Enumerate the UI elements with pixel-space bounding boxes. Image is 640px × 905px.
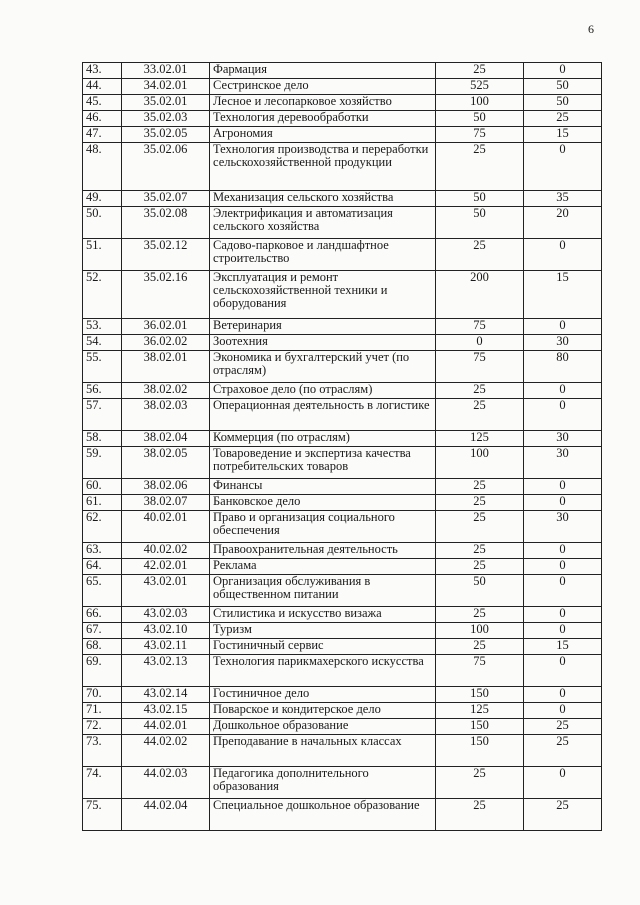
value-1: 100	[436, 95, 524, 111]
value-1: 50	[436, 191, 524, 207]
value-1: 25	[436, 383, 524, 399]
value-2: 80	[524, 351, 602, 383]
specialty-name: Агрономия	[210, 127, 436, 143]
specialty-name: Технология парикмахерского искусства	[210, 655, 436, 687]
value-2: 35	[524, 191, 602, 207]
value-2: 50	[524, 95, 602, 111]
row-number: 47.	[83, 127, 122, 143]
value-1: 75	[436, 351, 524, 383]
row-number: 45.	[83, 95, 122, 111]
specialty-code: 43.02.13	[122, 655, 210, 687]
table-row	[83, 271, 602, 319]
row-number: 55.	[83, 351, 122, 383]
row-number: 71.	[83, 703, 122, 719]
value-2: 0	[524, 543, 602, 559]
specialty-name: Право и организация социального обеспечения	[210, 511, 436, 543]
table-row	[83, 447, 602, 479]
value-2: 20	[524, 207, 602, 239]
specialty-name: Садово-парковое и ландшафтное строительство	[210, 239, 436, 271]
value-2: 15	[524, 127, 602, 143]
value-2: 15	[524, 271, 602, 319]
table-row	[83, 143, 602, 191]
value-1: 25	[436, 143, 524, 191]
table-row	[83, 767, 602, 799]
specialty-name: Правоохранительная деятельность	[210, 543, 436, 559]
value-2: 0	[524, 319, 602, 335]
row-number: 70.	[83, 687, 122, 703]
specialty-code: 44.02.03	[122, 767, 210, 799]
value-1: 25	[436, 639, 524, 655]
specialty-name: Технология деревообработки	[210, 111, 436, 127]
value-1: 125	[436, 431, 524, 447]
table-row	[83, 191, 602, 207]
row-number: 62.	[83, 511, 122, 543]
value-2: 15	[524, 639, 602, 655]
value-1: 75	[436, 655, 524, 687]
value-1: 25	[436, 239, 524, 271]
specialty-name: Фармация	[210, 63, 436, 79]
value-1: 25	[436, 543, 524, 559]
table-row	[83, 559, 602, 575]
row-number: 63.	[83, 543, 122, 559]
specialty-code: 38.02.05	[122, 447, 210, 479]
row-number: 59.	[83, 447, 122, 479]
specialty-name: Гостиничное дело	[210, 687, 436, 703]
row-number: 66.	[83, 607, 122, 623]
value-2: 0	[524, 399, 602, 431]
value-1: 150	[436, 687, 524, 703]
value-1: 75	[436, 319, 524, 335]
table-body	[83, 63, 602, 831]
table-row	[83, 623, 602, 639]
specialty-code: 44.02.01	[122, 719, 210, 735]
row-number: 67.	[83, 623, 122, 639]
value-1: 25	[436, 479, 524, 495]
specialty-name: Преподавание в начальных классах	[210, 735, 436, 767]
value-1: 25	[436, 559, 524, 575]
specialty-name: Эксплуатация и ремонт сельскохозяйственной техники и оборудования	[210, 271, 436, 319]
table-row	[83, 607, 602, 623]
specialty-name: Товароведение и экспертиза качества потребительских товаров	[210, 447, 436, 479]
value-1: 25	[436, 607, 524, 623]
value-2: 0	[524, 383, 602, 399]
row-number: 52.	[83, 271, 122, 319]
specialty-name: Операционная деятельность в логистике	[210, 399, 436, 431]
value-1: 100	[436, 447, 524, 479]
table-row	[83, 351, 602, 383]
row-number: 64.	[83, 559, 122, 575]
value-2: 30	[524, 447, 602, 479]
specialty-code: 44.02.02	[122, 735, 210, 767]
table-row	[83, 511, 602, 543]
value-1: 25	[436, 799, 524, 831]
specialty-name: Поварское и кондитерское дело	[210, 703, 436, 719]
specialty-code: 38.02.06	[122, 479, 210, 495]
row-number: 57.	[83, 399, 122, 431]
row-number: 43.	[83, 63, 122, 79]
row-number: 51.	[83, 239, 122, 271]
specialty-code: 38.02.03	[122, 399, 210, 431]
specialty-name: Лесное и лесопарковое хозяйство	[210, 95, 436, 111]
specialty-name: Гостиничный сервис	[210, 639, 436, 655]
specialty-code: 34.02.01	[122, 79, 210, 95]
row-number: 72.	[83, 719, 122, 735]
row-number: 44.	[83, 79, 122, 95]
specialty-code: 35.02.16	[122, 271, 210, 319]
value-1: 200	[436, 271, 524, 319]
table-row	[83, 399, 602, 431]
specialty-name: Ветеринария	[210, 319, 436, 335]
specialty-code: 33.02.01	[122, 63, 210, 79]
value-1: 25	[436, 63, 524, 79]
value-1: 525	[436, 79, 524, 95]
value-2: 0	[524, 607, 602, 623]
specialty-code: 35.02.03	[122, 111, 210, 127]
specialty-code: 43.02.11	[122, 639, 210, 655]
value-2: 0	[524, 495, 602, 511]
row-number: 53.	[83, 319, 122, 335]
table-row	[83, 703, 602, 719]
value-2: 25	[524, 735, 602, 767]
specialty-name: Специальное дошкольное образование	[210, 799, 436, 831]
specialty-code: 38.02.07	[122, 495, 210, 511]
value-1: 25	[436, 767, 524, 799]
specialty-code: 35.02.08	[122, 207, 210, 239]
table-row	[83, 319, 602, 335]
specialty-name: Сестринское дело	[210, 79, 436, 95]
specialty-code: 43.02.15	[122, 703, 210, 719]
table-row	[83, 383, 602, 399]
specialty-name: Реклама	[210, 559, 436, 575]
value-2: 0	[524, 703, 602, 719]
value-1: 75	[436, 127, 524, 143]
specialty-code: 35.02.12	[122, 239, 210, 271]
value-1: 25	[436, 511, 524, 543]
table-row	[83, 575, 602, 607]
table-row	[83, 495, 602, 511]
table-row	[83, 479, 602, 495]
specialty-name: Организация обслуживания в общественном питании	[210, 575, 436, 607]
specialty-name: Банковское дело	[210, 495, 436, 511]
value-2: 0	[524, 623, 602, 639]
specialty-code: 44.02.04	[122, 799, 210, 831]
table-row	[83, 719, 602, 735]
table-row	[83, 335, 602, 351]
specialty-code: 35.02.05	[122, 127, 210, 143]
specialty-name: Дошкольное образование	[210, 719, 436, 735]
row-number: 73.	[83, 735, 122, 767]
specialty-code: 40.02.02	[122, 543, 210, 559]
value-1: 50	[436, 575, 524, 607]
page-number: 6	[588, 22, 594, 36]
specialty-code: 38.02.04	[122, 431, 210, 447]
row-number: 68.	[83, 639, 122, 655]
row-number: 49.	[83, 191, 122, 207]
value-2: 0	[524, 239, 602, 271]
specialty-code: 40.02.01	[122, 511, 210, 543]
specialty-name: Технология производства и переработки сельскохозяйственной продукции	[210, 143, 436, 191]
row-number: 69.	[83, 655, 122, 687]
row-number: 56.	[83, 383, 122, 399]
row-number: 58.	[83, 431, 122, 447]
row-number: 46.	[83, 111, 122, 127]
specialty-name: Стилистика и искусство визажа	[210, 607, 436, 623]
value-1: 50	[436, 111, 524, 127]
specialty-name: Зоотехния	[210, 335, 436, 351]
row-number: 74.	[83, 767, 122, 799]
specialty-code: 43.02.14	[122, 687, 210, 703]
value-1: 150	[436, 735, 524, 767]
value-2: 0	[524, 767, 602, 799]
value-1: 50	[436, 207, 524, 239]
value-2: 25	[524, 111, 602, 127]
specialty-name: Электрификация и автоматизация сельского хозяйства	[210, 207, 436, 239]
value-2: 25	[524, 799, 602, 831]
row-number: 54.	[83, 335, 122, 351]
table-row	[83, 63, 602, 79]
value-2: 0	[524, 143, 602, 191]
value-1: 25	[436, 495, 524, 511]
table-row	[83, 639, 602, 655]
value-1: 25	[436, 399, 524, 431]
specialty-name: Механизация сельского хозяйства	[210, 191, 436, 207]
value-2: 50	[524, 79, 602, 95]
table-row	[83, 127, 602, 143]
specialty-code: 42.02.01	[122, 559, 210, 575]
value-2: 25	[524, 719, 602, 735]
row-number: 61.	[83, 495, 122, 511]
specialty-code: 36.02.02	[122, 335, 210, 351]
table-row	[83, 95, 602, 111]
row-number: 50.	[83, 207, 122, 239]
value-1: 125	[436, 703, 524, 719]
value-2: 0	[524, 559, 602, 575]
specialty-code: 35.02.07	[122, 191, 210, 207]
value-1: 0	[436, 335, 524, 351]
specialty-code: 38.02.01	[122, 351, 210, 383]
value-2: 0	[524, 479, 602, 495]
row-number: 48.	[83, 143, 122, 191]
value-2: 30	[524, 335, 602, 351]
value-2: 0	[524, 575, 602, 607]
value-2: 0	[524, 63, 602, 79]
table-row	[83, 655, 602, 687]
specialty-name: Финансы	[210, 479, 436, 495]
specialty-code: 36.02.01	[122, 319, 210, 335]
value-2: 30	[524, 431, 602, 447]
table-row	[83, 111, 602, 127]
specialty-code: 35.02.06	[122, 143, 210, 191]
specialty-name: Педагогика дополнительного образования	[210, 767, 436, 799]
table-row	[83, 79, 602, 95]
value-2: 30	[524, 511, 602, 543]
table-row	[83, 799, 602, 831]
specialty-code: 43.02.03	[122, 607, 210, 623]
value-1: 150	[436, 719, 524, 735]
table-row	[83, 687, 602, 703]
specialty-name: Страховое дело (по отраслям)	[210, 383, 436, 399]
value-2: 0	[524, 655, 602, 687]
specialty-code: 43.02.10	[122, 623, 210, 639]
specialty-name: Коммерция (по отраслям)	[210, 431, 436, 447]
specialty-name: Туризм	[210, 623, 436, 639]
row-number: 75.	[83, 799, 122, 831]
value-1: 100	[436, 623, 524, 639]
specialty-name: Экономика и бухгалтерский учет (по отраслям)	[210, 351, 436, 383]
table-row	[83, 543, 602, 559]
table-row	[83, 735, 602, 767]
row-number: 65.	[83, 575, 122, 607]
specialty-code: 43.02.01	[122, 575, 210, 607]
value-2: 0	[524, 687, 602, 703]
specialties-table	[82, 62, 602, 831]
row-number: 60.	[83, 479, 122, 495]
table-row	[83, 431, 602, 447]
specialty-code: 35.02.01	[122, 95, 210, 111]
specialty-code: 38.02.02	[122, 383, 210, 399]
table-row	[83, 207, 602, 239]
table-row	[83, 239, 602, 271]
